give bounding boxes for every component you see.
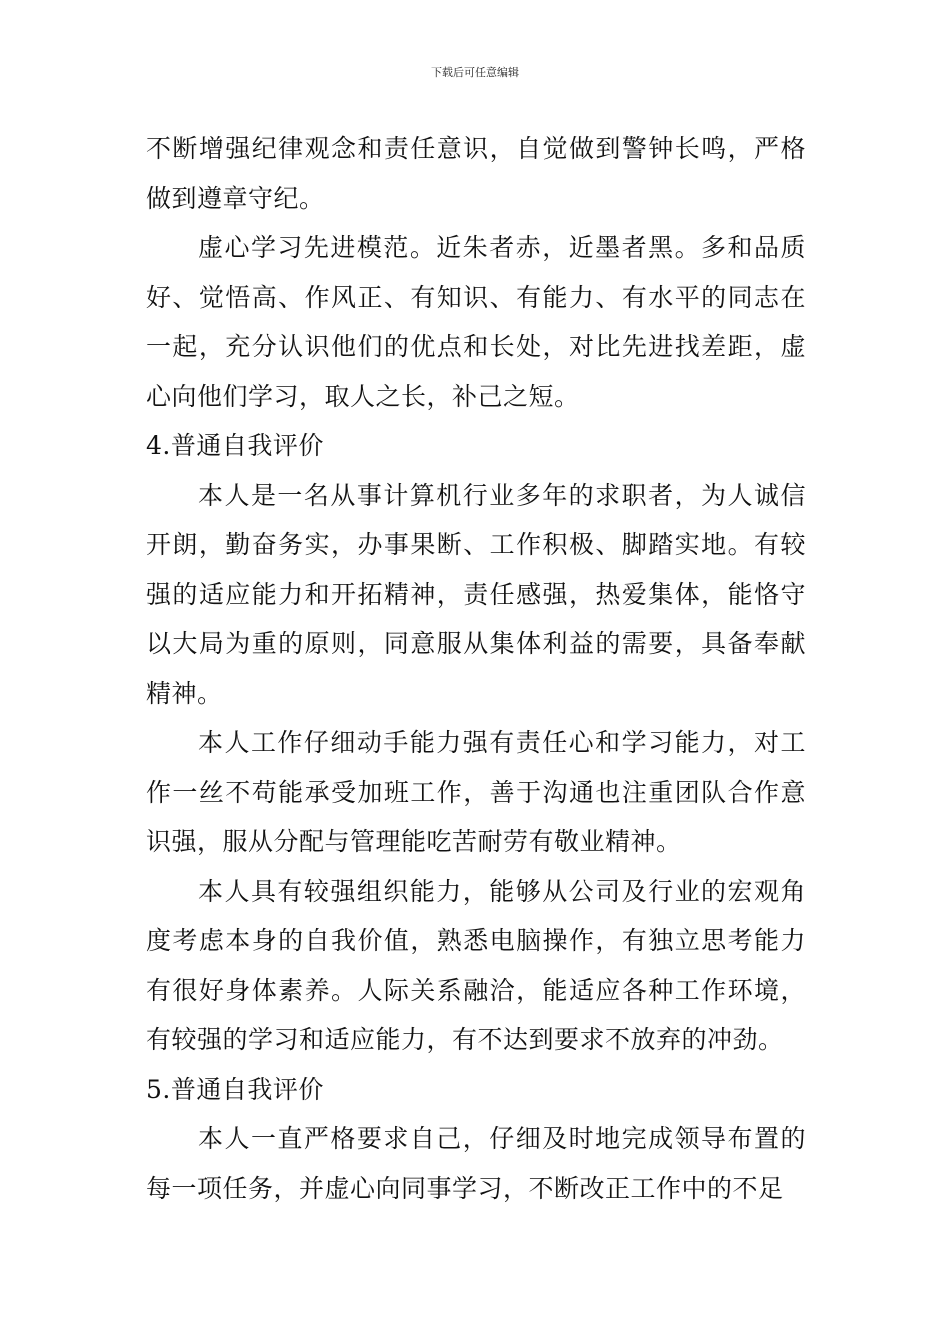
paragraph-discipline: 不断增强纪律观念和责任意识，自觉做到警钟长鸣，严格做到遵章守纪。: [146, 134, 806, 213]
section-heading-5: 5.普通自我评价: [146, 1074, 324, 1104]
page-header-note: 下载后可任意编辑: [431, 66, 519, 79]
document-body: [146, 124, 806, 1213]
section-heading-4: 4.普通自我评价: [146, 431, 324, 460]
paragraph-organization-ability: 本人具有较强组织能力，能够从公司及行业的宏观角度考虑本身的自我价值，熟悉电脑操作，有独立思考能力有很好身体素养。人际关系融洽，能适应各种工作环境，有较强的学习和适应能力，有不达到要求不放弃的冲劲。: [146, 876, 806, 1054]
paragraph-work-attitude: 本人工作仔细动手能力强有责任心和学习能力，对工作一丝不苟能承受加班工作，善于沟通也注重团队合作意识强，服从分配与管理能吃苦耐劳有敬业精神。: [146, 728, 806, 856]
paragraph-self-intro: 本人是一名从事计算机行业多年的求职者，为人诚信开朗，勤奋务实，办事果断、工作积极、脚踏实地。有较强的适应能力和开拓精神，责任感强，热爱集体，能恪守以大局为重的原则，同意服从集体利益的需要，具备奉献精神。: [146, 480, 806, 708]
paragraph-learn-from-models: 虚心学习先进模范。近朱者赤，近墨者黑。多和品质好、觉悟高、作风正、有知识、有能力、有水平的同志在一起，充分认识他们的优点和长处，对比先进找差距，虚心向他们学习，取人之长，补己之短。: [146, 233, 806, 411]
paragraph-strict-requirements: 本人一直严格要求自己，仔细及时地完成领导布置的每一项任务，并虚心向同事学习，不断改正工作中的不足: [146, 1124, 806, 1203]
